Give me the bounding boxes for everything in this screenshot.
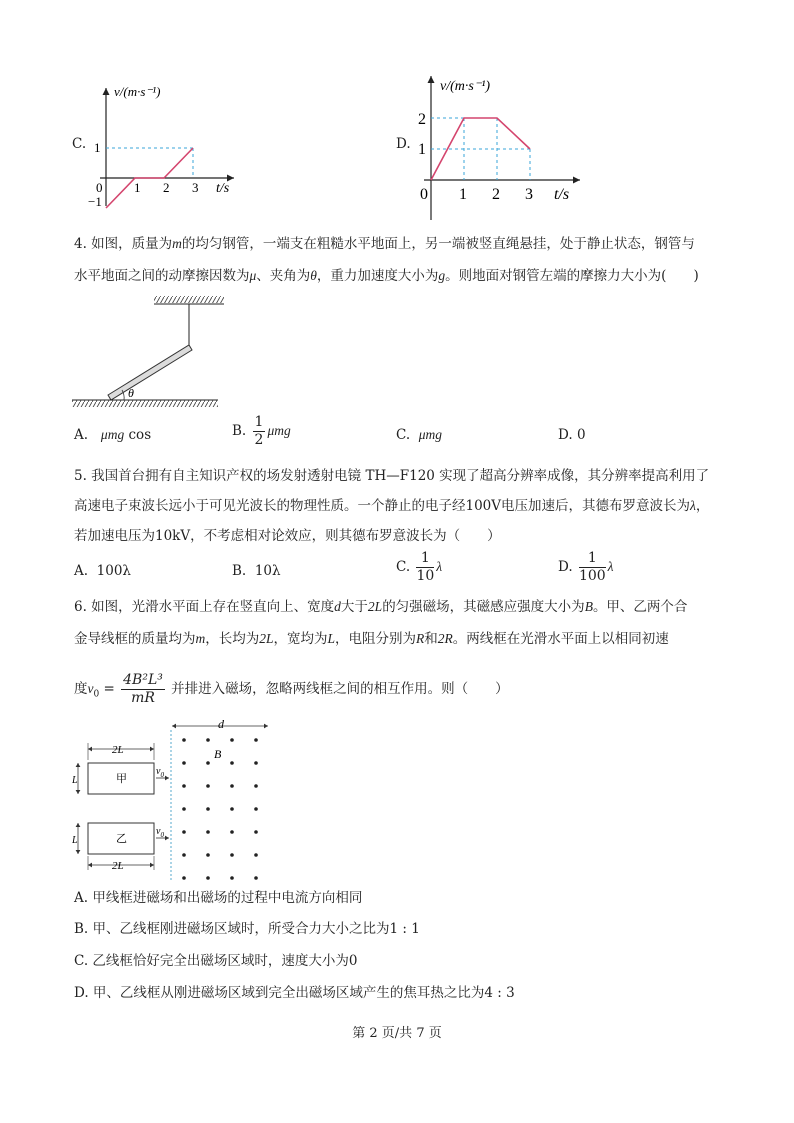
field-dot: [230, 853, 234, 857]
svg-text:L: L: [72, 775, 78, 786]
field-dot: [182, 761, 186, 765]
d-label: d: [218, 717, 224, 731]
field-dot: [182, 876, 186, 880]
frame-yi-label: 乙: [116, 833, 127, 845]
velocity-graph-d: [410, 68, 590, 226]
field-dot: [206, 784, 210, 788]
tick-y-1: 1: [418, 141, 426, 158]
svg-text:L: L: [72, 835, 78, 846]
tick-y-2: 2: [418, 111, 426, 128]
q4-line-1: 4. 如图，质量为m的均匀钢管，一端支在粗糙水平地面上，另一端被竖直绳悬挂，处于静止状态，钢管与: [74, 236, 695, 252]
field-dot: [182, 853, 186, 857]
field-dot: [206, 761, 210, 765]
fraction-hundredth: $\frac{1}{100}$: [578, 550, 606, 584]
q4-figure-steel-pipe: [68, 290, 228, 410]
ceiling-hatch: [154, 296, 224, 303]
field-dot: [254, 876, 258, 880]
tick-x-3: 3: [192, 180, 199, 195]
field-dot: [230, 784, 234, 788]
q6-option-c[interactable]: C. 乙线框恰好完全出磁场区域时，速度大小为0: [74, 953, 358, 969]
q5-option-d[interactable]: D. $\frac{1}{100}$ λ: [558, 550, 614, 584]
q5-line-2: 高速电子束波长远小于可见光波长的物理性质。一个静止的电子经100V电压加速后，其德布罗意波长为λ，: [74, 498, 710, 514]
ground-hatch: [72, 400, 218, 407]
field-dot: [254, 830, 258, 834]
tick-x-3: 3: [525, 186, 533, 203]
tick-x-0: 0: [420, 186, 428, 203]
tick-y-neg1: −1: [88, 194, 102, 209]
field-dot: [206, 807, 210, 811]
tick-x-0: 0: [96, 180, 103, 195]
tick-y-1: 1: [94, 140, 101, 155]
tick-x-1: 1: [134, 180, 141, 195]
field-dot: [254, 761, 258, 765]
field-dot: [230, 761, 234, 765]
field-dot: [230, 807, 234, 811]
tick-x-1: 1: [459, 186, 467, 203]
v0-label-yi: $v_0$: [156, 826, 164, 839]
option-d-label: D.: [396, 136, 411, 152]
y-axis-label: v/(m·s⁻¹): [114, 84, 161, 99]
field-dot: [206, 876, 210, 880]
B-label: B: [214, 747, 222, 761]
v0-label-jia: $v_0$: [156, 766, 164, 779]
option-c-label: C.: [72, 136, 87, 152]
field-dot: [206, 830, 210, 834]
q5-option-c[interactable]: C. $\frac{1}{10}$ λ: [396, 550, 443, 584]
q4-option-a[interactable]: A. μmg cos: [74, 427, 152, 443]
field-dot: [182, 830, 186, 834]
fraction-half: $\frac{1}{2}$: [254, 414, 264, 448]
page-footer: 第 2 页/共 7 页: [352, 1026, 442, 1041]
velocity-graph-c: [84, 78, 244, 213]
q4-option-d[interactable]: D. 0: [558, 427, 586, 443]
field-dot: [254, 784, 258, 788]
field-dot: [182, 784, 186, 788]
field-dot: [230, 830, 234, 834]
tick-x-2: 2: [163, 180, 170, 195]
v0-fraction: $\frac{\text{4B²L³}}{mR}$: [123, 672, 163, 706]
q6-option-a[interactable]: A. 甲线框进磁场和出磁场的过程中电流方向相同: [74, 890, 363, 906]
field-dot: [230, 876, 234, 880]
q5-option-a[interactable]: A. 100λ: [74, 563, 131, 579]
angle-label: θ: [128, 386, 134, 400]
q6-figure-magnetic-field: [72, 716, 282, 888]
x-axis-label: t/s: [554, 186, 570, 203]
q6-option-d[interactable]: D. 甲、乙线框从刚进磁场区域到完全出磁场区域产生的焦耳热之比为4 : 3: [74, 985, 515, 1001]
field-dot: [254, 807, 258, 811]
field-dot: [206, 853, 210, 857]
bottom-2L-label: 2L: [112, 860, 124, 872]
y-axis-label: v/(m·s⁻¹): [440, 79, 491, 94]
field-dot: [254, 738, 258, 742]
field-dot: [254, 853, 258, 857]
q4-option-b[interactable]: B. $\frac{1}{2}$ μmg: [232, 414, 291, 448]
q5-line-3: 若加速电压为10kV，不考虑相对论效应，则其德布罗意波长为（ ）: [74, 528, 501, 544]
field-dot: [206, 738, 210, 742]
q5-option-b[interactable]: B. 10λ: [232, 563, 281, 579]
tick-x-2: 2: [492, 186, 500, 203]
q5-line-1: 5. 我国首台拥有自主知识产权的场发射透射电镜 TH—F120 实现了超高分辨率成像，其分辨率提高利用了: [74, 468, 710, 484]
q6-option-b[interactable]: B. 甲、乙线框刚进磁场区域时，所受合力大小之比为1 : 1: [74, 921, 420, 937]
frame-jia-label: 甲: [116, 773, 127, 785]
top-2L-label: 2L: [112, 744, 124, 756]
field-dot: [230, 738, 234, 742]
q4-line-2: 水平地面之间的动摩擦因数为μ、夹角为θ，重力加速度大小为g。则地面对钢管左端的摩擦力大小为( ): [74, 268, 699, 284]
q6-line-3: 度$v_0$ = $\frac{\text{4B²L³}}{mR}$ 并排进入磁场，忽略两线框之间的相互作用。则（ ）: [74, 672, 509, 706]
field-dot: [182, 807, 186, 811]
fraction-tenth: $\frac{1}{10}$: [416, 550, 435, 584]
steel-pipe: [108, 345, 192, 400]
q6-line-1: 6. 如图，光滑水平面上存在竖直向上、宽度d大于2L的匀强磁场，其磁感应强度大小为B。甲、乙两个合: [74, 599, 688, 615]
field-dot: [182, 738, 186, 742]
x-axis-label: t/s: [216, 181, 230, 196]
q6-line-2: 金导线框的质量均为m，长均为2L，宽均为L，电阻分别为R和2R。两线框在光滑水平面上以相同初速: [74, 631, 669, 647]
q4-option-c[interactable]: C. μmg: [396, 427, 443, 443]
